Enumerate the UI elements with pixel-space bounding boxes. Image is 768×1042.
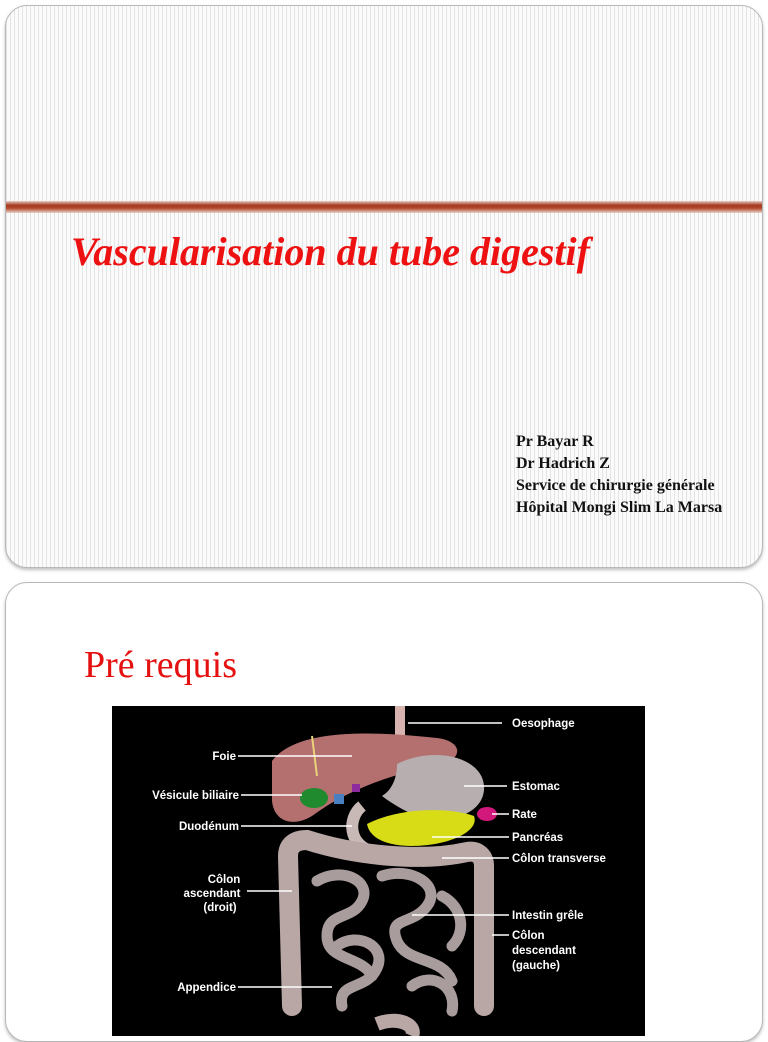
small-intestine-shape: [317, 873, 461, 1011]
label-colon-descendant-line: Côlon: [512, 930, 545, 942]
label-colon-descendant-line: (gauche): [512, 960, 560, 972]
label-estomac: Estomac: [512, 781, 560, 793]
label-pancreas: Pancréas: [512, 832, 564, 844]
stomach-shape: [382, 755, 484, 820]
label-oesophage: Oesophage: [512, 718, 575, 730]
slide-title: Vascularisation du tube digestif: [71, 229, 590, 274]
author-line: Hôpital Mongi Slim La Marsa: [516, 499, 723, 516]
label-duodenum: Duodénum: [178, 821, 239, 833]
label-colon-transverse: Côlon transverse: [512, 853, 606, 865]
title-slide: [5, 5, 763, 568]
label-vesicule-biliaire: Vésicule biliaire: [152, 790, 239, 802]
digestive-system-figure: [112, 706, 645, 1036]
label-intestin-grele: Intestin grêle: [512, 910, 584, 922]
label-colon-ascendant-line: Côlon: [207, 874, 241, 886]
label-colon-ascendant-line: (droit): [203, 902, 237, 914]
label-appendice: Appendice: [177, 982, 236, 994]
author-line: Dr Hadrich Z: [516, 455, 610, 472]
author-line: Pr Bayar R: [516, 433, 594, 450]
pancreas-shape: [367, 810, 475, 846]
label-foie: Foie: [212, 751, 236, 763]
prerequisites-slide: [5, 582, 763, 1042]
label-rate: Rate: [512, 809, 537, 821]
label-colon-descendant-line: descendant: [512, 945, 576, 957]
label-colon-ascendant-line: ascendant: [183, 888, 241, 900]
authors-block: [516, 431, 722, 519]
decorative-rule: [6, 201, 762, 213]
author-line: Service de chirurgie générale: [516, 477, 715, 494]
slide-title: Pré requis: [84, 644, 238, 686]
digestive-system-illustration: [112, 706, 645, 1036]
gallbladder-shape: [300, 788, 328, 808]
